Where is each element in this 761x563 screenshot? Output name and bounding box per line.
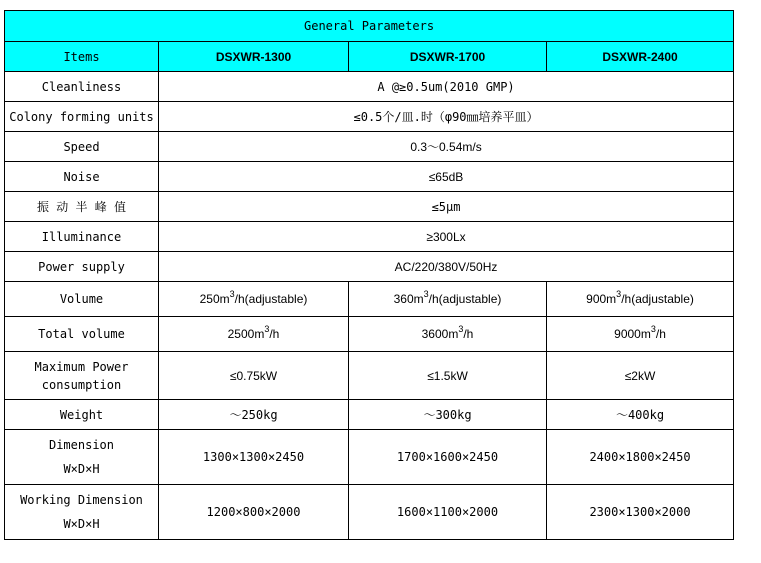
general-parameters-table xyxy=(4,10,734,540)
row-label-illuminance: Illuminance xyxy=(5,222,159,252)
header-model-1300: DSXWR-1300 xyxy=(159,42,349,72)
table-row-speed xyxy=(5,132,734,162)
table-row-dimension xyxy=(5,430,734,485)
table-row-max-power xyxy=(5,352,734,400)
power-supply-value: AC/220/380V/50Hz xyxy=(159,252,734,282)
row-label-speed: Speed xyxy=(5,132,159,162)
row-label-volume: Volume xyxy=(5,282,159,317)
header-items: Items xyxy=(5,42,159,72)
table-row-working-dimension xyxy=(5,485,734,540)
table-row-total-volume xyxy=(5,317,734,352)
row-label-noise: Noise xyxy=(5,162,159,192)
table-row-cleanliness xyxy=(5,72,734,102)
table-row-colony xyxy=(5,102,734,132)
cleanliness-value: A @≥0.5um(2010 GMP) xyxy=(159,72,734,102)
weight-value-1700: ～300kg xyxy=(349,400,547,430)
max-power-value-1700: ≤1.5kW xyxy=(349,352,547,400)
max-power-value-1300: ≤0.75kW xyxy=(159,352,349,400)
volume-value-2400: $900m^3/h(adjustable)$ xyxy=(547,282,734,317)
speed-value: 0.3～0.54m/s xyxy=(159,132,734,162)
table-row-illuminance xyxy=(5,222,734,252)
row-label-working-dimension: Working Dimension W×D×H xyxy=(5,485,159,540)
volume-value-1700: $360m^3/h(adjustable)$ xyxy=(349,282,547,317)
noise-value: ≤65dB xyxy=(159,162,734,192)
table-row-volume xyxy=(5,282,734,317)
table-row-vibration xyxy=(5,192,734,222)
row-label-max-power: Maximum Power consumption xyxy=(5,352,159,400)
weight-value-2400: ～400kg xyxy=(547,400,734,430)
vibration-value: ≤5μm xyxy=(159,192,734,222)
row-label-colony: Colony forming units xyxy=(5,102,159,132)
row-label-vibration: 振 动 半 峰 值 xyxy=(5,192,159,222)
table-row-power-supply xyxy=(5,252,734,282)
colony-value: ≤0.5个/皿.时（φ90㎜培养平皿） xyxy=(159,102,734,132)
table-row-weight xyxy=(5,400,734,430)
working-dimension-value-1300: 1200×800×2000 xyxy=(159,485,349,540)
dimension-value-2400: 2400×1800×2450 xyxy=(547,430,734,485)
row-label-cleanliness: Cleanliness xyxy=(5,72,159,102)
total-volume-value-1700: $3600m^3/h$ xyxy=(349,317,547,352)
dimension-value-1700: 1700×1600×2450 xyxy=(349,430,547,485)
table-title: General Parameters xyxy=(5,11,734,42)
working-dimension-value-2400: 2300×1300×2000 xyxy=(547,485,734,540)
row-label-weight: Weight xyxy=(5,400,159,430)
weight-value-1300: ～250kg xyxy=(159,400,349,430)
total-volume-value-2400: $9000m^3/h$ xyxy=(547,317,734,352)
title-row xyxy=(5,11,734,42)
dimension-value-1300: 1300×1300×2450 xyxy=(159,430,349,485)
max-power-value-2400: ≤2kW xyxy=(547,352,734,400)
row-label-power-supply: Power supply xyxy=(5,252,159,282)
header-model-1700: DSXWR-1700 xyxy=(349,42,547,72)
illuminance-value: ≥300Lx xyxy=(159,222,734,252)
header-row xyxy=(5,42,734,72)
row-label-total-volume: Total volume xyxy=(5,317,159,352)
table-row-noise xyxy=(5,162,734,192)
header-model-2400: DSXWR-2400 xyxy=(547,42,734,72)
volume-value-1300: $250m^3/h(adjustable)$ xyxy=(159,282,349,317)
working-dimension-value-1700: 1600×1100×2000 xyxy=(349,485,547,540)
row-label-dimension: Dimension W×D×H xyxy=(5,430,159,485)
total-volume-value-1300: $2500m^3/h$ xyxy=(159,317,349,352)
